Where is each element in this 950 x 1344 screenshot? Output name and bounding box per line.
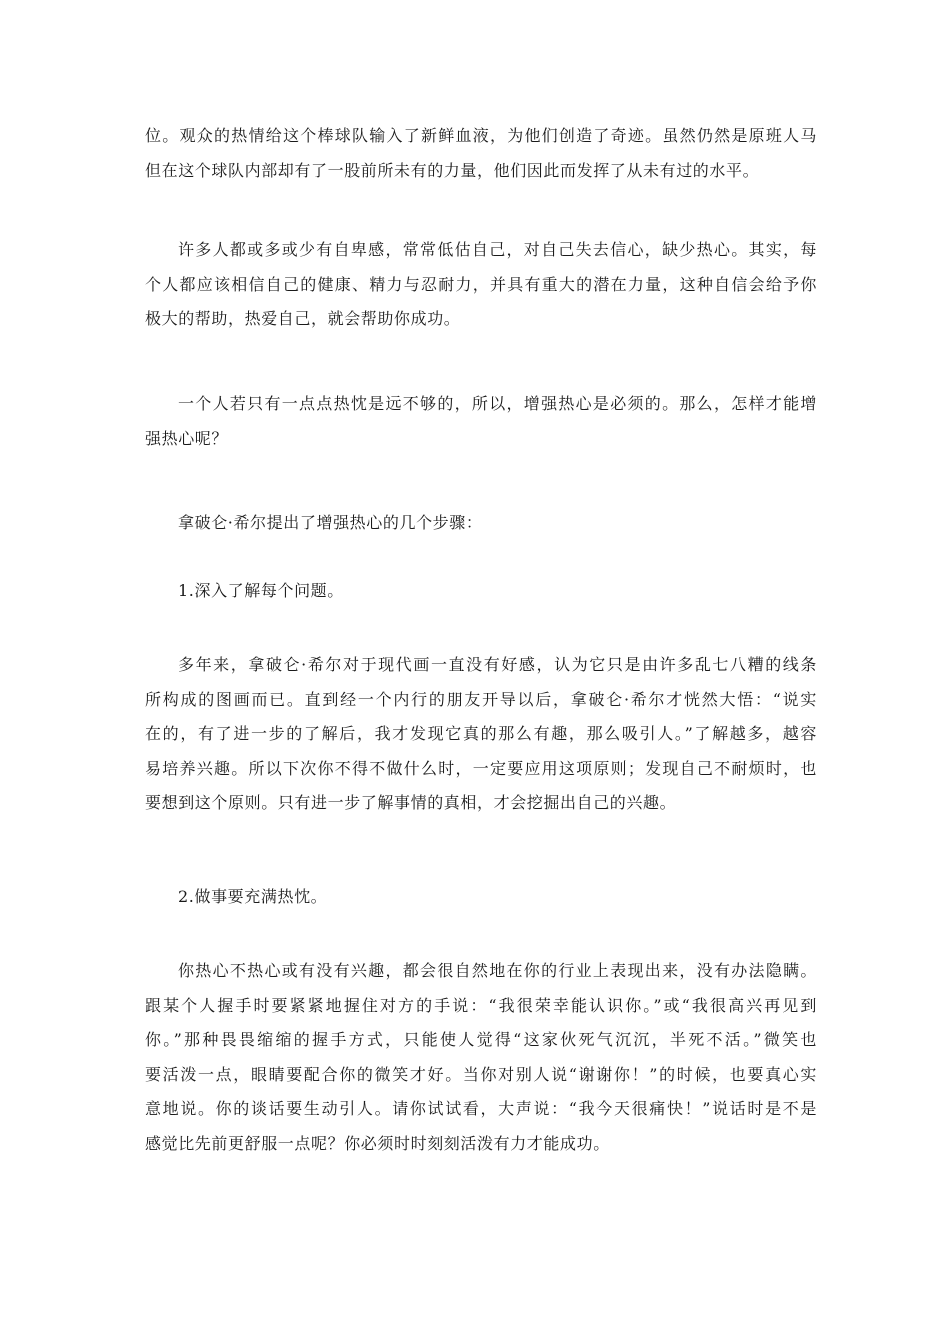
paragraph-line: 但在这个球队内部却有了一股前所未有的力量，他们因此而发挥了从未有过的水平。: [145, 160, 760, 180]
paragraph-4: [145, 506, 817, 541]
paragraph-1: [145, 119, 817, 188]
paragraph-6: [145, 648, 817, 821]
paragraph-line: 许多人都或多或少有自卑感，常常低估自己，对自己失去信心，缺少热心。其实，每: [178, 240, 817, 259]
paragraph-line: 要想到这个原则。只有进一步了解事情的真相，才会挖掘出自己的兴趣。: [145, 793, 677, 812]
step-1-heading: [145, 574, 817, 609]
paragraph-line: 一个人若只有一点点热忱是远不够的，所以，增强热心是必须的。那么，怎样才能增: [178, 394, 817, 413]
paragraph-line: 个人都应该相信自己的健康、精力与忍耐力，并具有重大的潜在力量，这种自信会给予你: [145, 274, 817, 294]
step-2-heading: [145, 880, 817, 915]
paragraph-line: 跟某个人握手时要紧紧地握住对方的手说：“我很荣幸能认识你。”或“我很高兴再见到: [145, 995, 817, 1015]
paragraph-line: 拿破仑·希尔提出了增强热心的几个步骤：: [178, 513, 483, 532]
paragraph-line: 在的，有了进一步的了解后，我才发现它真的那么有趣，那么吸引人。”了解越多，越容: [145, 724, 817, 743]
paragraph-line: 1.深入了解每个问题。: [178, 581, 344, 600]
paragraph-line: 极大的帮助，热爱自己，就会帮助你成功。: [145, 309, 461, 328]
paragraph-line: 感觉比先前更舒服一点呢？你必须时时刻刻活泼有力才能成功。: [145, 1133, 610, 1153]
paragraph-line: 强热心呢？: [145, 428, 229, 448]
paragraph-line: 你热心不热心或有没有兴趣，都会很自然地在你的行业上表现出来，没有办法隐瞒。: [178, 961, 817, 980]
paragraph-3: [145, 387, 817, 456]
paragraph-line: 多年来，拿破仑·希尔对于现代画一直没有好感，认为它只是由许多乱七八糟的线条: [178, 655, 817, 674]
paragraph-line: 所构成的图画而已。直到经一个内行的朋友开导以后，拿破仑·希尔才恍然大悟：“说实: [145, 689, 817, 709]
paragraph-8: [145, 954, 817, 1161]
paragraph-line: 意地说。你的谈话要生动引人。请你试试看，大声说：“我今天很痛快！”说话时是不是: [145, 1099, 817, 1118]
paragraph-line: 你。”那种畏畏缩缩的握手方式，只能使人觉得“这家伙死气沉沉，半死不活。”微笑也: [145, 1030, 817, 1049]
paragraph-line: 2.做事要充满热忱。: [178, 887, 328, 906]
paragraph-line: 位。观众的热情给这个棒球队输入了新鲜血液，为他们创造了奇迹。虽然仍然是原班人马: [145, 126, 817, 145]
paragraph-2: [145, 233, 817, 337]
paragraph-line: 易培养兴趣。所以下次你不得不做什么时，一定要应用这项原则；发现自己不耐烦时，也: [145, 758, 817, 778]
paragraph-line: 要活泼一点，眼睛要配合你的微笑才好。当你对别人说“谢谢你！”的时候，也要真心实: [145, 1064, 817, 1084]
